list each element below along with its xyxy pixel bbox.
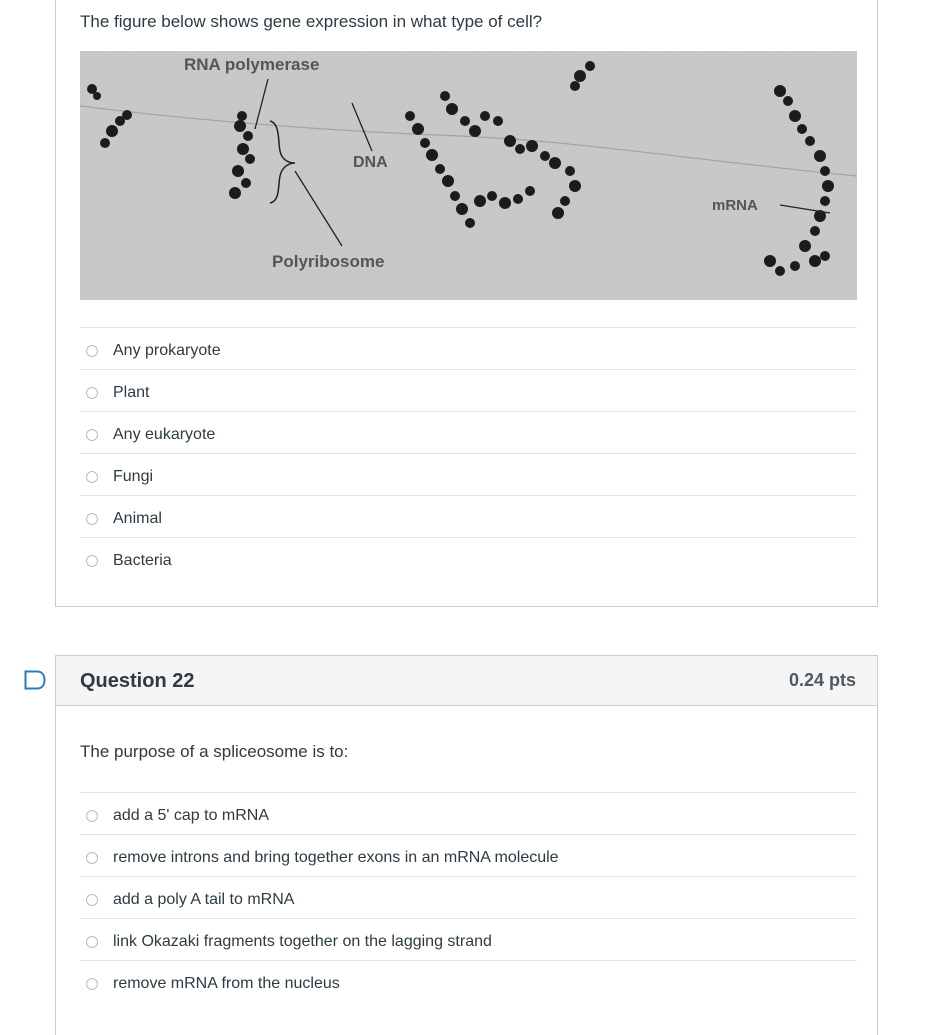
radio-button-icon[interactable] bbox=[86, 471, 98, 483]
answer-label: Plant bbox=[113, 383, 150, 401]
answer-option[interactable] bbox=[80, 537, 857, 579]
radio-button-icon[interactable] bbox=[86, 810, 98, 822]
answer-option[interactable] bbox=[80, 453, 857, 495]
answer-option[interactable] bbox=[80, 876, 857, 918]
answer-list bbox=[80, 327, 857, 579]
radio-button-icon[interactable] bbox=[86, 513, 98, 525]
question-points: 0.24 pts bbox=[788, 670, 856, 690]
answer-label: remove mRNA from the nucleus bbox=[113, 974, 340, 992]
answer-option[interactable] bbox=[80, 327, 857, 369]
question-header bbox=[56, 656, 877, 706]
answer-option[interactable] bbox=[80, 960, 857, 1002]
answer-label: Animal bbox=[113, 509, 162, 527]
answer-label: Any eukaryote bbox=[113, 425, 216, 443]
answer-label: Fungi bbox=[113, 467, 154, 485]
label-rna-polymerase: RNA polymerase bbox=[184, 55, 320, 74]
answer-option[interactable] bbox=[80, 918, 857, 960]
answer-label: add a poly A tail to mRNA bbox=[113, 890, 295, 908]
question-title: Question 22 bbox=[80, 670, 195, 692]
radio-button-icon[interactable] bbox=[86, 978, 98, 990]
answer-label: link Okazaki fragments together on the lagging strand bbox=[113, 932, 492, 950]
radio-button-icon[interactable] bbox=[86, 894, 98, 906]
answer-label: remove introns and bring together exons in an mRNA molecule bbox=[113, 848, 559, 866]
answer-option[interactable] bbox=[80, 495, 857, 537]
answer-label: Bacteria bbox=[113, 551, 172, 569]
label-polyribosome: Polyribosome bbox=[272, 252, 385, 271]
radio-button-icon[interactable] bbox=[86, 429, 98, 441]
answer-label: Any prokaryote bbox=[113, 341, 221, 359]
radio-button-icon[interactable] bbox=[86, 387, 98, 399]
radio-button-icon[interactable] bbox=[86, 852, 98, 864]
label-dna: DNA bbox=[353, 154, 388, 171]
answer-option[interactable] bbox=[80, 834, 857, 876]
answer-label: add a 5' cap to mRNA bbox=[113, 806, 270, 824]
question-text: The purpose of a spliceosome is to: bbox=[80, 742, 349, 761]
answer-list bbox=[80, 792, 857, 1002]
label-mrna: mRNA bbox=[712, 197, 758, 214]
radio-button-icon[interactable] bbox=[86, 555, 98, 567]
radio-button-icon[interactable] bbox=[86, 936, 98, 948]
gene-expression-micrograph bbox=[80, 51, 857, 300]
question-21-card bbox=[55, 0, 878, 607]
answer-option[interactable] bbox=[80, 369, 857, 411]
answer-option[interactable] bbox=[80, 411, 857, 453]
question-text: The figure below shows gene expression in what type of cell? bbox=[80, 12, 543, 31]
answer-option[interactable] bbox=[80, 792, 857, 834]
flag-bookmark-icon[interactable] bbox=[24, 670, 46, 690]
question-22-card bbox=[55, 655, 878, 1035]
radio-button-icon[interactable] bbox=[86, 345, 98, 357]
